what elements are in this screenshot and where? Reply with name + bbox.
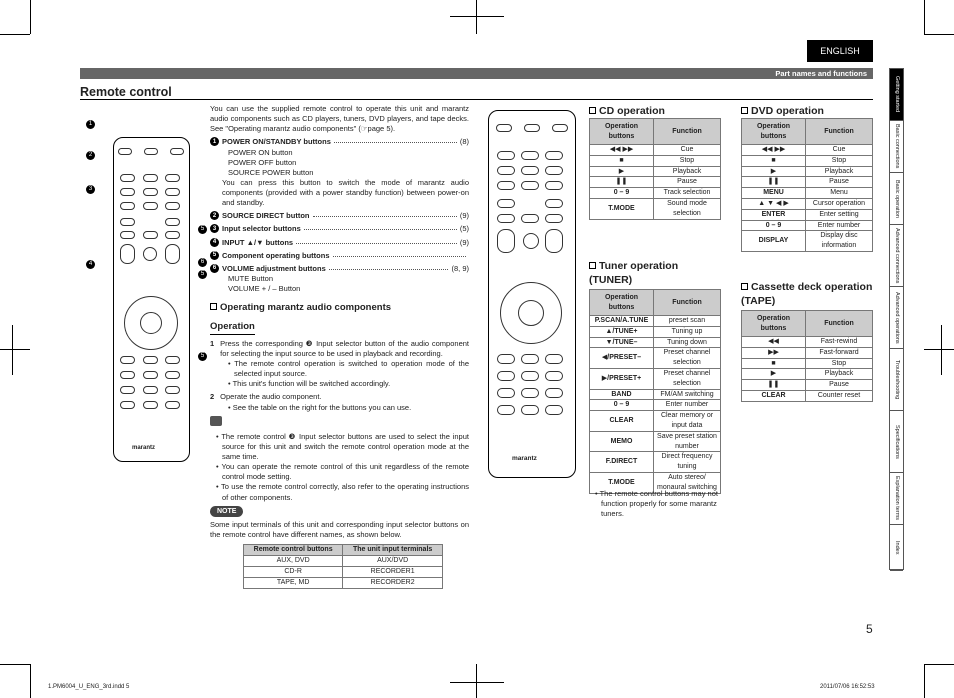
table-row: MENU Menu xyxy=(742,188,873,199)
item1-text: You can press this button to switch the mode of marantz audio components (provided with a power standby function) between power-on and standby. xyxy=(222,177,469,208)
item-2 xyxy=(210,211,469,221)
table-row: CLEAR Counter reset xyxy=(742,390,873,401)
step-1: 1 Press the corresponding ❸ Input selector button of the audio component for selecting the input source to be used in playback and recording. xyxy=(210,338,469,358)
page-number: 5 xyxy=(866,622,873,636)
table-row: ▶▶ Fast-forward xyxy=(742,347,873,358)
table-row: T.MODE Auto stereo/ monaural switching xyxy=(590,472,721,493)
bullet-item: • The remote control ❸ Input selector buttons are used to select the input source for this unit and switch the remote control operation mode at the same time. xyxy=(216,431,469,461)
table-row: ◀/PRESET– Preset channel selection xyxy=(590,348,721,369)
tuner-title: Tuner operation (TUNER) xyxy=(589,260,679,287)
table-row: F.DIRECT Direct frequency tuning xyxy=(590,452,721,473)
table-row: T.MODE Sound mode selection xyxy=(590,198,721,219)
callout-6: 6 xyxy=(198,258,207,267)
callout-5c: 5 xyxy=(198,352,207,361)
callout-3: 3 xyxy=(86,185,95,194)
footer-date: 2011/07/06 16:52:53 xyxy=(820,684,875,690)
tuner-table: Operation buttons Function P.SCAN/A.TUNE preset scan ▲/TUNE+ Tuning up ▼/TUNE– Tuning down ◀/PRESET– Preset channel selection ▶/PRESET+ Preset channel selection BAND FM/AM switching 0 – 9 Enter number CLEAR Clear memory or input data MEMO Save preset station number F.DIRECT Direct frequency tuning T.MODE Auto stereo/ monaural switching xyxy=(589,289,721,494)
item-6 xyxy=(210,264,469,274)
side-tab[interactable]: Specifications xyxy=(890,411,903,473)
table-row: 0 – 9 Track selection xyxy=(590,188,721,199)
section-bar: Part names and functions xyxy=(80,68,873,79)
item-label: VOLUME adjustment buttons xyxy=(222,263,326,273)
item-number: 1 xyxy=(210,137,219,146)
table-row: ▶ Playback xyxy=(742,166,873,177)
table-row: ▶ Playback xyxy=(742,369,873,380)
item-label: SOURCE DIRECT button xyxy=(222,211,310,221)
table-row: 0 – 9 Enter number xyxy=(590,400,721,411)
item-number: 3 xyxy=(210,224,219,233)
table-row: ▼/TUNE– Tuning down xyxy=(590,337,721,348)
item-number: 6 xyxy=(210,264,219,273)
side-tab[interactable]: Getting started xyxy=(890,69,903,121)
tape-title: Cassette deck operation (TAPE) xyxy=(741,281,873,308)
table-row: ■ Stop xyxy=(742,358,873,369)
item-label: Input selector buttons xyxy=(222,224,301,234)
table-row: ▲ ▼ ◀ ▶ Cursor operation xyxy=(742,198,873,209)
table-row: ◀◀ ▶▶ Cue xyxy=(590,145,721,156)
callout-2: 2 xyxy=(86,151,95,160)
table-row: ◀◀ ▶▶ Cue xyxy=(742,145,873,156)
bullet-item: • To use the remote control correctly, also refer to the operating instructions of other components. xyxy=(216,482,469,502)
note-badge: NOTE xyxy=(210,506,243,517)
name-table: Remote control buttons The unit input terminals AUX, DVD AUX/DVD CD-R RECORDER1 TAPE, MD RECORDER2 xyxy=(243,544,443,588)
side-tab[interactable]: Troubleshooting xyxy=(890,349,903,411)
callout-5a: 5 xyxy=(198,225,207,234)
item-3 xyxy=(210,224,469,234)
item-5 xyxy=(210,251,469,261)
table-row: ▶/PRESET+ Preset channel selection xyxy=(590,368,721,389)
table-row: ❚❚ Pause xyxy=(742,177,873,188)
item-1 xyxy=(210,137,469,147)
table-row: ▲/TUNE+ Tuning up xyxy=(590,326,721,337)
item-ref: (9) xyxy=(459,211,469,221)
callout-1: 1 xyxy=(86,120,95,129)
footer-file: 1.PM6004_U_ENG_3rd.indd 5 xyxy=(48,684,130,690)
table-row: CD-R RECORDER1 xyxy=(244,566,443,577)
item6-bullet: VOLUME + / – Button xyxy=(228,284,301,293)
table-row: 0 – 9 Enter number xyxy=(742,220,873,231)
table-row: ❚❚ Pause xyxy=(742,380,873,391)
table-row: ENTER Enter setting xyxy=(742,209,873,220)
note-text: Some input terminals of this unit and corresponding input selector buttons on the remote control have different names, as shown below. xyxy=(210,520,469,540)
pencil-icon xyxy=(210,416,222,426)
item-label: Component operating buttons xyxy=(222,250,330,260)
item-ref: (5) xyxy=(459,224,469,234)
page-title: Remote control xyxy=(80,85,172,99)
table-row: TAPE, MD RECORDER2 xyxy=(244,577,443,588)
language-label: ENGLISH xyxy=(807,40,873,62)
item-number: 2 xyxy=(210,211,219,220)
dvd-table: Operation buttons Function ◀◀ ▶▶ Cue ■ Stop ▶ Playback ❚❚ Pause MENU Menu ▲ ▼ ◀ ▶ Cursor operation ENTER Enter setting 0 – 9 Enter number DISPLAY Display disc information xyxy=(741,118,873,252)
item-number: 4 xyxy=(210,238,219,247)
tape-table: Operation buttons Function ◀◀ Fast-rewind ▶▶ Fast-forward ■ Stop ▶ Playback ❚❚ Pause CLEAR Counter reset xyxy=(741,310,873,402)
side-tab[interactable]: Basic connections xyxy=(890,121,903,173)
item-ref: (9) xyxy=(459,237,469,247)
item-label: INPUT ▲/▼ buttons xyxy=(222,237,294,247)
bullet-item: • See the table on the right for the buttons you can use. xyxy=(228,402,412,412)
step-2: 2 Operate the audio component. xyxy=(210,392,322,402)
item-label: POWER ON/STANDBY buttons xyxy=(222,137,331,147)
side-tab[interactable]: Advanced connections xyxy=(890,225,903,287)
item6-bullet: MUTE Button xyxy=(228,273,274,283)
callout-5b: 5 xyxy=(198,270,207,279)
dvd-title: DVD operation xyxy=(741,104,824,118)
table-row: DISPLAY Display disc information xyxy=(742,231,873,252)
side-tab[interactable]: Advanced operations xyxy=(890,287,903,349)
table-row: ◀◀ Fast-rewind xyxy=(742,337,873,348)
side-tab[interactable]: Explanation terms xyxy=(890,473,903,525)
side-tabs xyxy=(889,68,904,570)
table-row: BAND FM/AM switching xyxy=(590,389,721,400)
title-rule xyxy=(80,99,873,100)
operating-heading: Operating marantz audio components xyxy=(210,302,469,315)
bullet-item: • You can operate the remote control of this unit regardless of the remote control mode setting. xyxy=(216,462,470,482)
callout-4: 4 xyxy=(86,260,95,269)
cd-title: CD operation xyxy=(589,104,665,118)
operation-heading: Operation xyxy=(210,321,255,335)
table-row: CLEAR Clear memory or input data xyxy=(590,411,721,432)
cd-table: Operation buttons Function ◀◀ ▶▶ Cue ■ Stop ▶ Playback ❚❚ Pause 0 – 9 Track selection T.MODE Sound mode selection xyxy=(589,118,721,220)
table-row: ❚❚ Pause xyxy=(590,177,721,188)
description-column xyxy=(210,104,469,589)
table-row: ▶ Playback xyxy=(590,166,721,177)
side-tab[interactable]: Index xyxy=(890,525,903,571)
bullet-item: • This unit's function will be switched accordingly. xyxy=(228,379,391,389)
item-ref: (8, 9) xyxy=(451,263,469,273)
item1-bullet: POWER OFF button xyxy=(228,157,297,167)
table-row: MEMO Save preset station number xyxy=(590,431,721,452)
item-4 xyxy=(210,238,469,248)
item1-bullet: POWER ON button xyxy=(228,147,293,157)
bullet-item: • The remote control operation is switched to operation mode of the selected input source. xyxy=(228,359,469,379)
table-row: ■ Stop xyxy=(590,155,721,166)
remote-brand-left: marantz xyxy=(132,445,156,451)
tuner-note: • The remote control buttons may not function properly for some marantz tuners. xyxy=(595,489,718,519)
intro-text: You can use the supplied remote control to operate this unit and marantz audio components such as CD players, tuners, DVD players, and tape decks. See "Operating marantz audio components" (☞page 5). xyxy=(210,104,469,134)
table-row: AUX, DVD AUX/DVD xyxy=(244,556,443,567)
item1-bullet: SOURCE POWER button xyxy=(228,167,314,177)
item-number: 5 xyxy=(210,251,219,260)
table-row: ■ Stop xyxy=(742,155,873,166)
table-row: P.SCAN/A.TUNE preset scan xyxy=(590,316,721,327)
item-ref: (8) xyxy=(459,137,469,147)
remote-brand-right: marantz xyxy=(512,455,537,462)
side-tab[interactable]: Basic operation xyxy=(890,173,903,225)
